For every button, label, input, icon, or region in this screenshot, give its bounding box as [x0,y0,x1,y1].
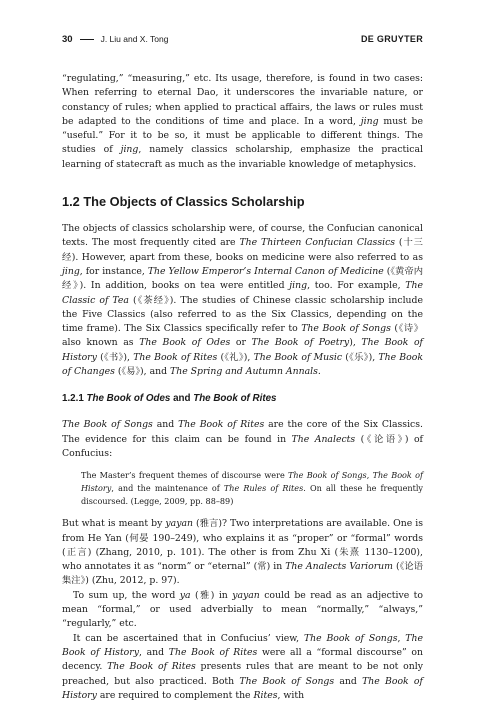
paragraph: “regulating,” “measuring,” etc. Its usage, therefore, is found in two cases: When referring to eternal Dao, it underscores the invariable nature, or constancy of rules; when applied to practical affairs, the laws or rules must be adapted to the conditions of time and place. In a word, jing must be “useful.” For it to be so, it must be applicable to different things. The studies of jing, namely classics scholarship, emphasize the practical learning of statecraft as much as the invariable knowledge of metaphysics. [62,73,423,170]
paragraph: To sum up, the word ya (雅) in yayan could be read as an adjective to mean “formal,” or used adverbially to mean “normally,” “always,” “regularly,” etc. [62,589,423,630]
page-number: 30 [62,33,73,45]
paragraph: It can be ascertained that in Confucius’ view, The Book of Songs, The Book of History, and The Book of Rites were all a “formal discourse” on decency. The Book of Rites presents rules that are meant to be not only preached, but also practiced. Both The Book of Songs and The Book of History are required to complement the Rites, with [62,632,423,701]
publisher-logo: DE GRUYTER [360,34,423,44]
running-head-authors: J. Liu and X. Tong [100,34,169,44]
paragraph: The objects of classics scholarship were, of course, the Confucian canonical texts. The most frequently cited are The Thirteen Confucian Classics (十三经). However, apart from these, books on medicine were also referred to as jing, for instance, The Yellow Emperor’s Internal Canon of Medicine (《黄帝内经》). In addition, books on tea were entitled jing, too. For example, The Classic of Tea (《茶经》). The studies of Chinese classic scholarship include the Five Classics (also referred to as the Six Classics, depending on the time frame). The Six Classics specifically refer to The Book of Songs (《诗》 also known as The Book of Odes or The Book of Poetry), The Book of History (《书》), The Book of Rites (《礼》), The Book of Music (《乐》), The Book of Changes (《易》), and The Spring and Autumn Annals. [62,223,423,378]
paragraph: The Book of Songs and The Book of Rites are the core of the Six Classics. The evidence for this claim can be found in The Analects (《论语》) of Confucius: [62,419,423,459]
body-text [62,72,423,703]
running-header [62,32,423,46]
section-heading: 1.2 The Objects of Classics Scholarship [62,194,305,210]
block-quote: The Master’s frequent themes of discourse were The Book of Songs, The Book of History, and the maintenance of The Rules of Rites. On all these he frequently discoursed. (Legge, 2009, pp. 88–89) [81,470,424,507]
header-rule [80,39,94,40]
paragraph: But what is meant by yayan (雅言)? Two interpretations are available. One is from He Yan (何晏 190–249), who explains it as “proper” or “formal” words (正言) (Zhang, 2010, p. 101). The other is from Zhu Xi (朱熹 1130–1200), who annotates it as “norm” or “eternal” (常) in The Analects Variorum (《论语集注》) (Zhu, 2012, p. 97). [62,518,423,587]
subsection-heading: 1.2.1 The Book of Odes and The Book of Rites [62,393,277,405]
